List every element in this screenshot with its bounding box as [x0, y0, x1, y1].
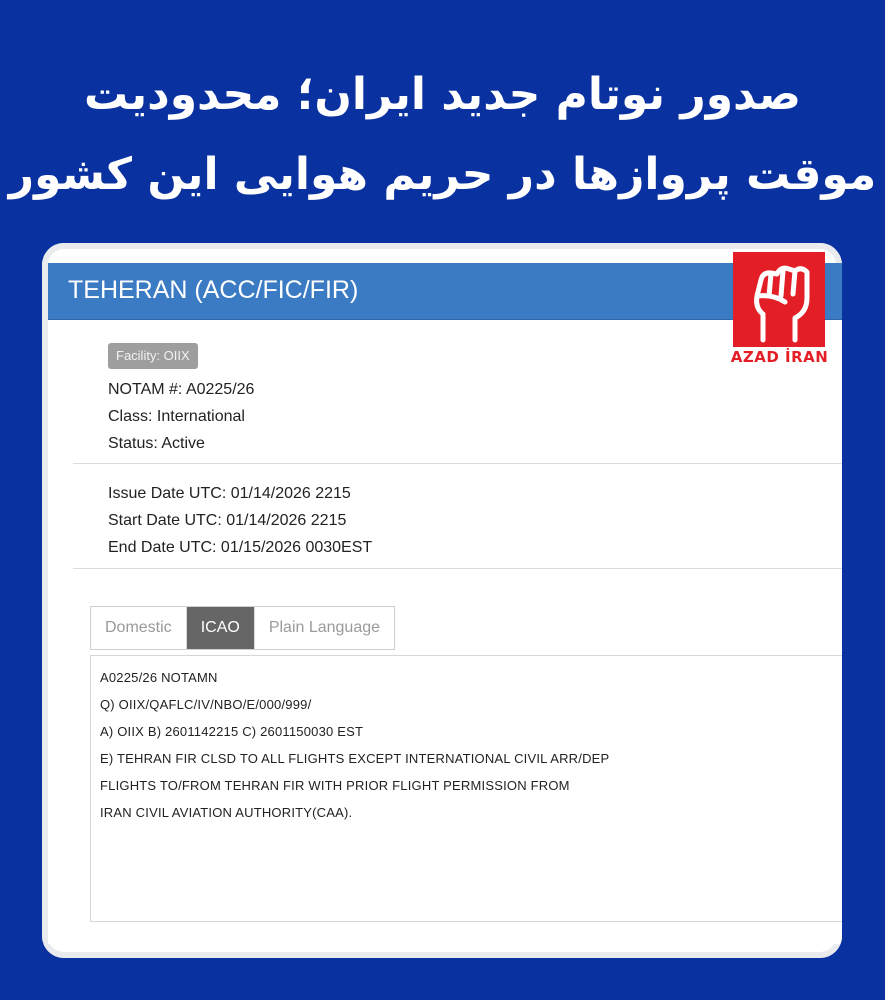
divider: [73, 463, 842, 464]
headline-line-1: صدور نوتام جدید ایران؛ محدودیت: [84, 69, 801, 120]
notam-text-box: [90, 655, 842, 922]
notam-title: TEHERAN (ACC/FIC/FIR): [68, 276, 359, 304]
notam-number: NOTAM #: A0225/26: [108, 381, 255, 398]
tab-domestic[interactable]: Domestic: [105, 619, 172, 636]
notam-text-line: A) OIIX B) 2601142215 C) 2601150030 EST: [100, 724, 364, 739]
notam-text-line: A0225/26 NOTAMN: [100, 670, 218, 685]
tab-icao[interactable]: ICAO: [186, 607, 254, 649]
notam-title-bar: [48, 263, 842, 320]
divider: [73, 568, 842, 569]
notam-panel: [48, 263, 842, 944]
notam-text-line: Q) OIIX/QAFLC/IV/NBO/E/000/999/: [100, 697, 312, 712]
azad-iran-logo: [733, 252, 825, 347]
issue-date: Issue Date UTC: 01/14/2026 2215: [108, 485, 351, 502]
logo-wordmark: AZAD İRAN: [730, 348, 829, 366]
headline-line-2: موقت پروازها در حریم هوایی این کشور: [8, 149, 877, 200]
end-date: End Date UTC: 01/15/2026 0030EST: [108, 539, 373, 556]
format-tabs: [90, 606, 395, 650]
notam-text-line: FLIGHTS TO/FROM TEHRAN FIR WITH PRIOR FLIGHT PERMISSION FROM: [100, 778, 570, 793]
notam-text-line: IRAN CIVIL AVIATION AUTHORITY(CAA).: [100, 805, 353, 820]
notam-class: Class: International: [108, 408, 245, 425]
raised-fist-icon: [733, 252, 825, 347]
notam-screenshot-card: [42, 243, 842, 958]
start-date: Start Date UTC: 01/14/2026 2215: [108, 512, 347, 529]
notam-text-line: E) TEHRAN FIR CLSD TO ALL FLIGHTS EXCEPT INTERNATIONAL CIVIL ARR/DEP: [100, 751, 610, 766]
notam-status: Status: Active: [108, 435, 205, 452]
tab-plain-language[interactable]: Plain Language: [254, 607, 394, 649]
headline: [0, 55, 885, 215]
facility-badge: Facility: OIIX: [108, 343, 198, 369]
